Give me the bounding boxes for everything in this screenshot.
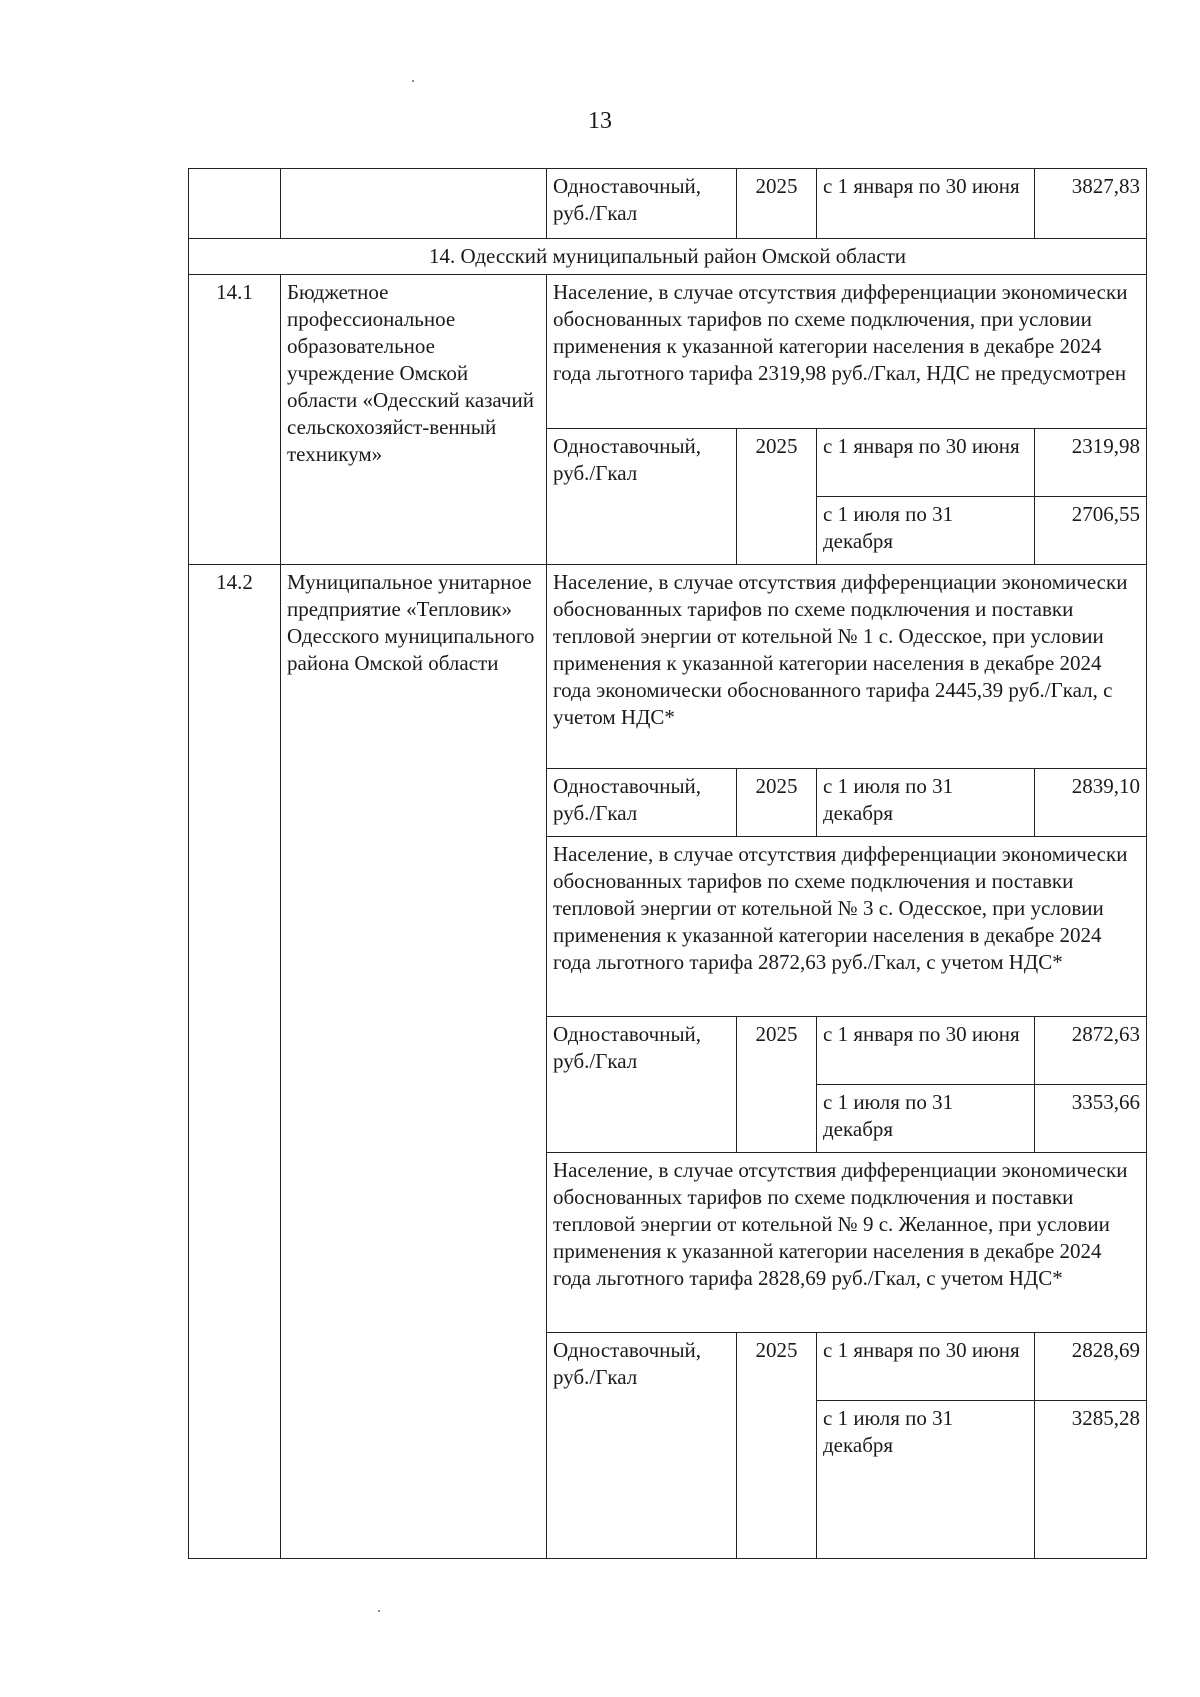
scan-speck (412, 80, 414, 82)
section-row (189, 239, 1147, 275)
tariff-value: 3827,83 (1035, 169, 1147, 239)
category-description: Население, в случае отсутствия дифференциации экономически обоснованных тарифов по схеме подключения и поставки тепловой энергии от котельной № 3 с. Одесское, при условии применения к указанной категории населения в декабре 2024 года льготного тарифа 2872,63 руб./Гкал, с учетом НДС* (547, 837, 1147, 1017)
tariff-type: Одноставочный, руб./Гкал (547, 769, 737, 837)
table-row (189, 275, 1147, 429)
category-description: Население, в случае отсутствия дифференциации экономически обоснованных тарифов по схеме подключения, при условии применения к указанной категории населения в декабре 2024 года льготного тарифа 2319,98 руб./Гкал, НДС не предусмотрен (547, 275, 1147, 429)
tariff-period: с 1 июля по 31 декабря (817, 769, 1035, 837)
tariff-year: 2025 (737, 169, 817, 239)
tariff-period: с 1 января по 30 июня (817, 429, 1035, 497)
tariff-year: 2025 (737, 769, 817, 837)
tariff-year: 2025 (737, 429, 817, 565)
page-number: 13 (588, 108, 612, 134)
org-cell-empty (281, 169, 547, 239)
tariff-value: 2872,63 (1035, 1017, 1147, 1085)
entry-number: 14.2 (189, 565, 281, 1559)
tariff-table (188, 168, 1147, 1559)
entry-number: 14.1 (189, 275, 281, 565)
tariff-value: 3353,66 (1035, 1085, 1147, 1153)
tariff-period: с 1 июля по 31 декабря (817, 497, 1035, 565)
num-cell-empty (189, 169, 281, 239)
tariff-year: 2025 (737, 1017, 817, 1153)
tariff-value: 2706,55 (1035, 497, 1147, 565)
table-row (189, 169, 1147, 239)
category-description: Население, в случае отсутствия дифференциации экономически обоснованных тарифов по схеме подключения и поставки тепловой энергии от котельной № 1 с. Одесское, при условии применения к указанной категории населения в декабре 2024 года экономически обоснованного тарифа 2445,39 руб./Гкал, с учетом НДС* (547, 565, 1147, 769)
tariff-year: 2025 (737, 1333, 817, 1559)
tariff-value: 2839,10 (1035, 769, 1147, 837)
table-row (189, 565, 1147, 769)
organization-name: Муниципальное унитарное предприятие «Тепловик» Одесского муниципального района Омской области (281, 565, 547, 1559)
tariff-period: с 1 июля по 31 декабря (817, 1085, 1035, 1153)
tariff-type: Одноставочный, руб./Гкал (547, 169, 737, 239)
tariff-period: с 1 января по 30 июня (817, 1017, 1035, 1085)
scan-speck (378, 1610, 380, 1612)
category-description: Население, в случае отсутствия дифференциации экономически обоснованных тарифов по схеме подключения и поставки тепловой энергии от котельной № 9 с. Желанное, при условии применения к указанной категории населения в декабре 2024 года льготного тарифа 2828,69 руб./Гкал, с учетом НДС* (547, 1153, 1147, 1333)
tariff-period: с 1 июля по 31 декабря (817, 1401, 1035, 1559)
tariff-value: 3285,28 (1035, 1401, 1147, 1559)
tariff-value: 2828,69 (1035, 1333, 1147, 1401)
tariff-type: Одноставочный, руб./Гкал (547, 429, 737, 565)
tariff-period: с 1 января по 30 июня (817, 1333, 1035, 1401)
tariff-value: 2319,98 (1035, 429, 1147, 497)
tariff-period: с 1 января по 30 июня (817, 169, 1035, 239)
tariff-type: Одноставочный, руб./Гкал (547, 1017, 737, 1153)
section-title: 14. Одесский муниципальный район Омской области (189, 239, 1147, 275)
tariff-type: Одноставочный, руб./Гкал (547, 1333, 737, 1559)
organization-name: Бюджетное профессиональное образовательное учреждение Омской области «Одесский казачий сельскохозяйст-венный техникум» (281, 275, 547, 565)
